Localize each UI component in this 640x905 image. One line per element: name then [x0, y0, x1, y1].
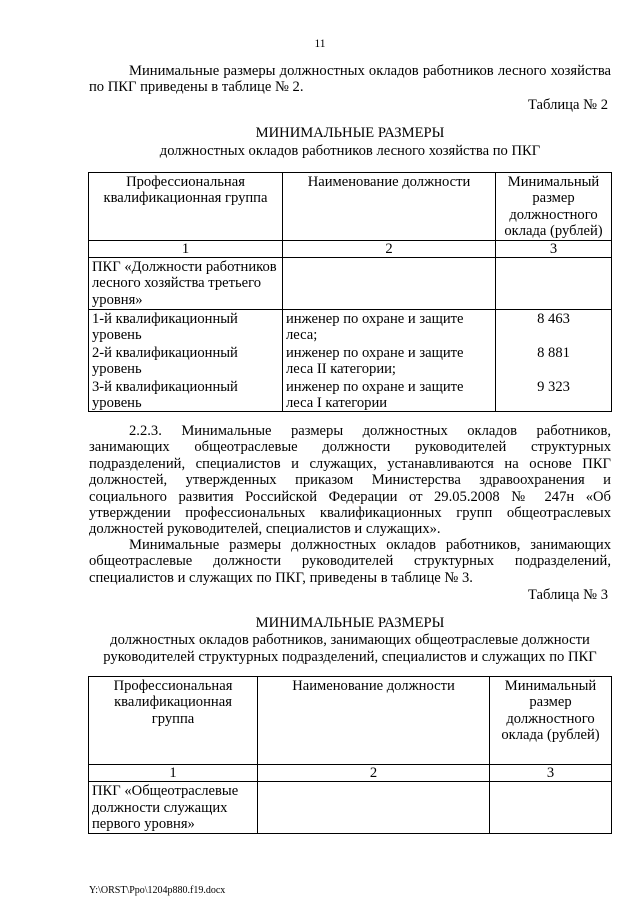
table2-column-numbers	[89, 240, 612, 257]
table3-header-row	[89, 677, 612, 765]
table2	[88, 172, 612, 412]
position-name: инженер по охране и защите леса II категории;	[283, 344, 496, 378]
salary-value: 8 463	[496, 310, 612, 344]
table3-header-position: Наименование должности	[258, 677, 490, 765]
section-2-2-3: 2.2.3. Минимальные размеры должностных окладов работников, занимающих общеотраслевые должности руководителей структурных подразделений, специалистов и служащих, устанавливаются на основе ПКГ должностей, утвержденных приказом Министерства здравоохранения и социального развития Российской Федерации от 29.05.2008 № 247н «Об утверждении профессиональных квалификационных групп общеотраслевых должностей руководителей, специалистов и служащих».	[89, 423, 611, 538]
table2-header-salary: Минимальный размер должностного оклада (рублей)	[496, 173, 612, 241]
table-row	[89, 310, 612, 344]
table2-group-row	[89, 258, 612, 310]
qual-level: 3-й квалификационный уровень	[89, 378, 283, 412]
table2-header-row	[89, 173, 612, 241]
table2-label: Таблица № 2	[528, 97, 608, 113]
qual-level: 2-й квалификационный уровень	[89, 344, 283, 378]
position-name: инженер по охране и защите леса I категории	[283, 378, 496, 412]
table3-title: МИНИМАЛЬНЫЕ РАЗМЕРЫ	[255, 615, 445, 631]
table3-subtitle-line2: руководителей структурных подразделений, специалистов и служащих по ПКГ	[103, 649, 597, 665]
table3-group-title: ПКГ «Общеотраслевые должности служащих первого уровня»	[89, 782, 258, 834]
col-number: 3	[490, 765, 612, 782]
col-number: 2	[283, 240, 496, 257]
table-row	[89, 344, 612, 378]
col-number: 2	[258, 765, 490, 782]
table-row	[89, 378, 612, 412]
table2-title: МИНИМАЛЬНЫЕ РАЗМЕРЫ	[255, 125, 445, 141]
table3-column-numbers	[89, 765, 612, 782]
table2-subtitle: должностных окладов работников лесного хозяйства по ПКГ	[159, 143, 541, 159]
table3-label: Таблица № 3	[528, 587, 608, 603]
table3-subtitle-line1: должностных окладов работников, занимающих общеотраслевые должности	[110, 632, 590, 648]
table3-intro-paragraph: Минимальные размеры должностных окладов работников, занимающих общеотраслевые должности руководителей структурных подразделений, специалистов и служащих по ПКГ, приведены в таблице № 3.	[89, 537, 611, 586]
page-number: 11	[314, 38, 326, 50]
table2-header-group: Профессиональная квалификационная группа	[89, 173, 283, 241]
table2-group-title: ПКГ «Должности работников лесного хозяйства третьего уровня»	[89, 258, 283, 310]
salary-value: 8 881	[496, 344, 612, 378]
salary-value: 9 323	[496, 378, 612, 412]
table3	[88, 676, 612, 834]
col-number: 1	[89, 240, 283, 257]
intro-paragraph: Минимальные размеры должностных окладов работников лесного хозяйства по ПКГ приведены в таблице № 2.	[89, 63, 611, 96]
table3-header-salary: Минимальный размер должностного оклада (рублей)	[490, 677, 612, 765]
table2-header-position: Наименование должности	[283, 173, 496, 241]
col-number: 3	[496, 240, 612, 257]
table3-header-group: Профессиональная квалификационная группа	[89, 677, 258, 765]
position-name: инженер по охране и защите леса;	[283, 310, 496, 344]
qual-level: 1-й квалификационный уровень	[89, 310, 283, 344]
table3-group-row	[89, 782, 612, 834]
footer-file-path: Y:\ORST\Ppo\1204p880.f19.docx	[89, 885, 226, 896]
col-number: 1	[89, 765, 258, 782]
